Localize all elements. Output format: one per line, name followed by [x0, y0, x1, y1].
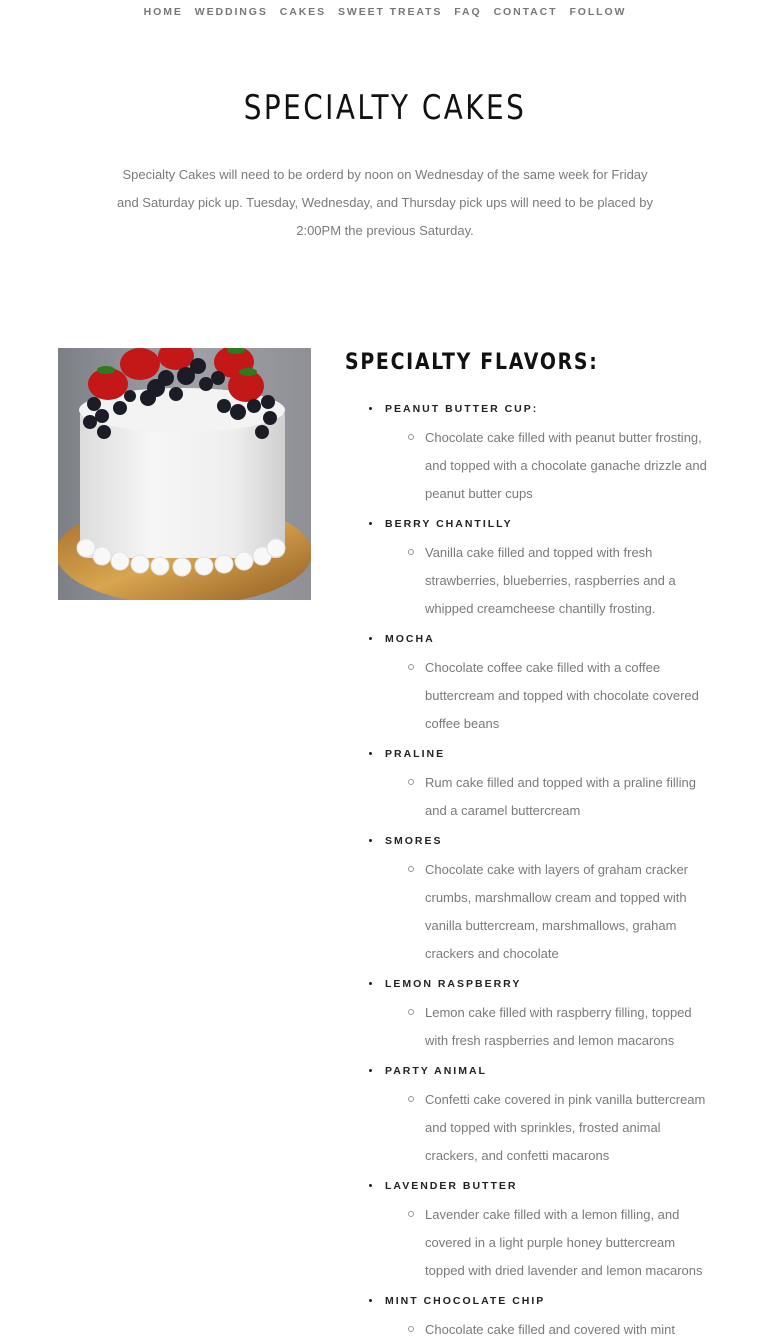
- page-title: SPECIALTY CAKES: [243, 88, 527, 128]
- flavor-name: PEANUT BUTTER CUP:: [385, 394, 725, 424]
- bullet-icon: [369, 839, 372, 842]
- flavor-description: Lavender cake filled with a lemon filling, and covered in a light purple honey buttercream topped with dried lavender and lemon macarons: [425, 1201, 715, 1286]
- flavor-item: [345, 1056, 725, 1171]
- flavor-name: BERRY CHANTILLY: [385, 509, 725, 539]
- circle-bullet-icon: [408, 1211, 414, 1217]
- cake-image: [58, 348, 311, 600]
- flavor-item: [345, 1171, 725, 1286]
- circle-bullet-icon: [408, 549, 414, 555]
- bullet-icon: [369, 407, 372, 410]
- flavor-item: [345, 739, 725, 826]
- bullet-icon: [369, 1299, 372, 1302]
- nav-contact[interactable]: CONTACT: [493, 6, 558, 18]
- bullet-icon: [369, 637, 372, 640]
- circle-bullet-icon: [408, 1326, 414, 1332]
- flavor-description: Lemon cake filled with raspberry filling, topped with fresh raspberries and lemon macarons: [425, 999, 715, 1056]
- circle-bullet-icon: [408, 1096, 414, 1102]
- flavor-item: [345, 826, 725, 969]
- flavor-description: Chocolate coffee cake filled with a coffee buttercream and topped with chocolate covered coffee beans: [425, 654, 715, 739]
- flavor-item: [345, 509, 725, 624]
- top-navigation: [0, 0, 770, 24]
- circle-bullet-icon: [408, 434, 414, 440]
- flavor-description: Chocolate cake filled with peanut butter frosting, and topped with a chocolate ganache drizzle and peanut butter cups: [425, 424, 715, 509]
- flavor-item: [345, 969, 725, 1056]
- nav-faq[interactable]: FAQ: [454, 6, 482, 18]
- nav-follow[interactable]: FOLLOW: [569, 6, 627, 18]
- flavor-name: PARTY ANIMAL: [385, 1056, 725, 1086]
- bullet-icon: [369, 1184, 372, 1187]
- circle-bullet-icon: [408, 866, 414, 872]
- nav-home[interactable]: HOME: [143, 6, 183, 18]
- bullet-icon: [369, 522, 372, 525]
- flavors-list: [345, 394, 725, 1341]
- cake-photo: [58, 348, 311, 600]
- nav-weddings[interactable]: WEDDINGS: [194, 6, 268, 18]
- nav-sweet-treats[interactable]: SWEET TREATS: [338, 6, 443, 18]
- flavor-item: [345, 1286, 725, 1341]
- flavor-name: SMORES: [385, 826, 725, 856]
- flavor-name: LEMON RASPBERRY: [385, 969, 725, 999]
- flavor-item: [345, 624, 725, 739]
- circle-bullet-icon: [408, 664, 414, 670]
- flavor-name: LAVENDER BUTTER: [385, 1171, 725, 1201]
- flavor-name: PRALINE: [385, 739, 725, 769]
- flavor-item: [345, 394, 725, 509]
- flavor-description: Chocolate cake filled and covered with mint: [425, 1316, 715, 1341]
- flavor-description: Rum cake filled and topped with a praline filling and a caramel buttercream: [425, 769, 715, 826]
- flavor-description: Confetti cake covered in pink vanilla buttercream and topped with sprinkles, frosted animal crackers, and confetti macarons: [425, 1086, 715, 1171]
- circle-bullet-icon: [408, 1009, 414, 1015]
- bullet-icon: [369, 982, 372, 985]
- flavors-heading: SPECIALTY FLAVORS:: [345, 350, 599, 375]
- circle-bullet-icon: [408, 779, 414, 785]
- bullet-icon: [369, 752, 372, 755]
- flavor-name: MINT CHOCOLATE CHIP: [385, 1286, 725, 1316]
- bullet-icon: [369, 1069, 372, 1072]
- intro-text: Specialty Cakes will need to be orderd by noon on Wednesday of the same week for Friday and Saturday pick up. Tuesday, Wednesday, and Thursday pick ups will need to be placed by 2:00PM the previous Saturday.: [117, 167, 653, 238]
- flavor-description: Vanilla cake filled and topped with fresh strawberries, blueberries, raspberries and a whipped creamcheese chantilly frosting.: [425, 539, 715, 624]
- nav-cakes[interactable]: CAKES: [279, 6, 326, 18]
- flavor-description: Chocolate cake with layers of graham cracker crumbs, marshmallow cream and topped with vanilla buttercream, marshmallows, graham crackers and chocolate: [425, 856, 715, 969]
- flavor-name: MOCHA: [385, 624, 725, 654]
